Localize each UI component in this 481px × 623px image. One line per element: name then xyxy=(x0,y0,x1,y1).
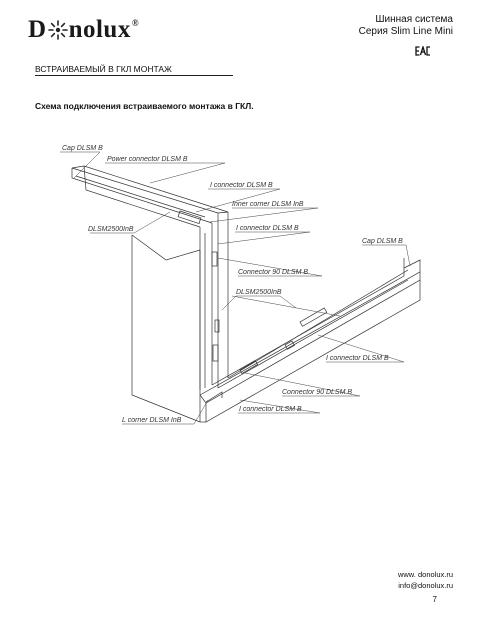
series-line1: Шинная система xyxy=(375,14,453,25)
section-title: ВСТРАИВАЕМЫЙ В ГКЛ МОНТАЖ xyxy=(35,64,172,74)
label-cap-right: Cap DLSM B xyxy=(362,238,403,245)
footer-contacts xyxy=(398,570,453,591)
label-dlsm2500-mid: DLSM2500InB xyxy=(236,289,282,296)
diagram-caption: Схема подключения встраиваемого монтажа в ГКЛ. xyxy=(35,101,254,111)
label-dlsm2500-left: DLSM2500InB xyxy=(88,226,134,233)
page-number: 7 xyxy=(432,595,437,604)
label-inner-corner: Inner corner DLSM InB xyxy=(232,201,304,208)
footer-website[interactable]: www. donolux.ru xyxy=(397,570,453,579)
label-i-connector-bottom: I connector DLSM B xyxy=(239,406,302,413)
ceiling-top-face xyxy=(72,166,228,213)
brand-suffix: nolux xyxy=(68,16,131,43)
registered-mark: ® xyxy=(131,18,140,28)
left-block xyxy=(132,235,200,422)
label-i-connector-top: I connector DLSM B xyxy=(210,182,273,189)
label-i-connector-right: I connector DLSM B xyxy=(326,355,389,362)
brand-prefix: D xyxy=(28,16,47,43)
series-line2: Серия Slim Line Mini xyxy=(358,26,453,37)
label-i-connector-mid: I connector DLSM B xyxy=(236,225,299,232)
label-power-connector: Power connector DLSM B xyxy=(107,156,188,163)
label-connector90-bottom: Connector 90 DLSM B xyxy=(282,389,353,396)
label-connector90-top: Connector 90 DLSM B xyxy=(238,269,309,276)
label-cap-left: Cap DLSM B xyxy=(62,145,103,152)
label-l-corner: L corner DLSM InB xyxy=(122,417,182,424)
footer-email[interactable]: info@donolux.ru xyxy=(398,580,453,590)
